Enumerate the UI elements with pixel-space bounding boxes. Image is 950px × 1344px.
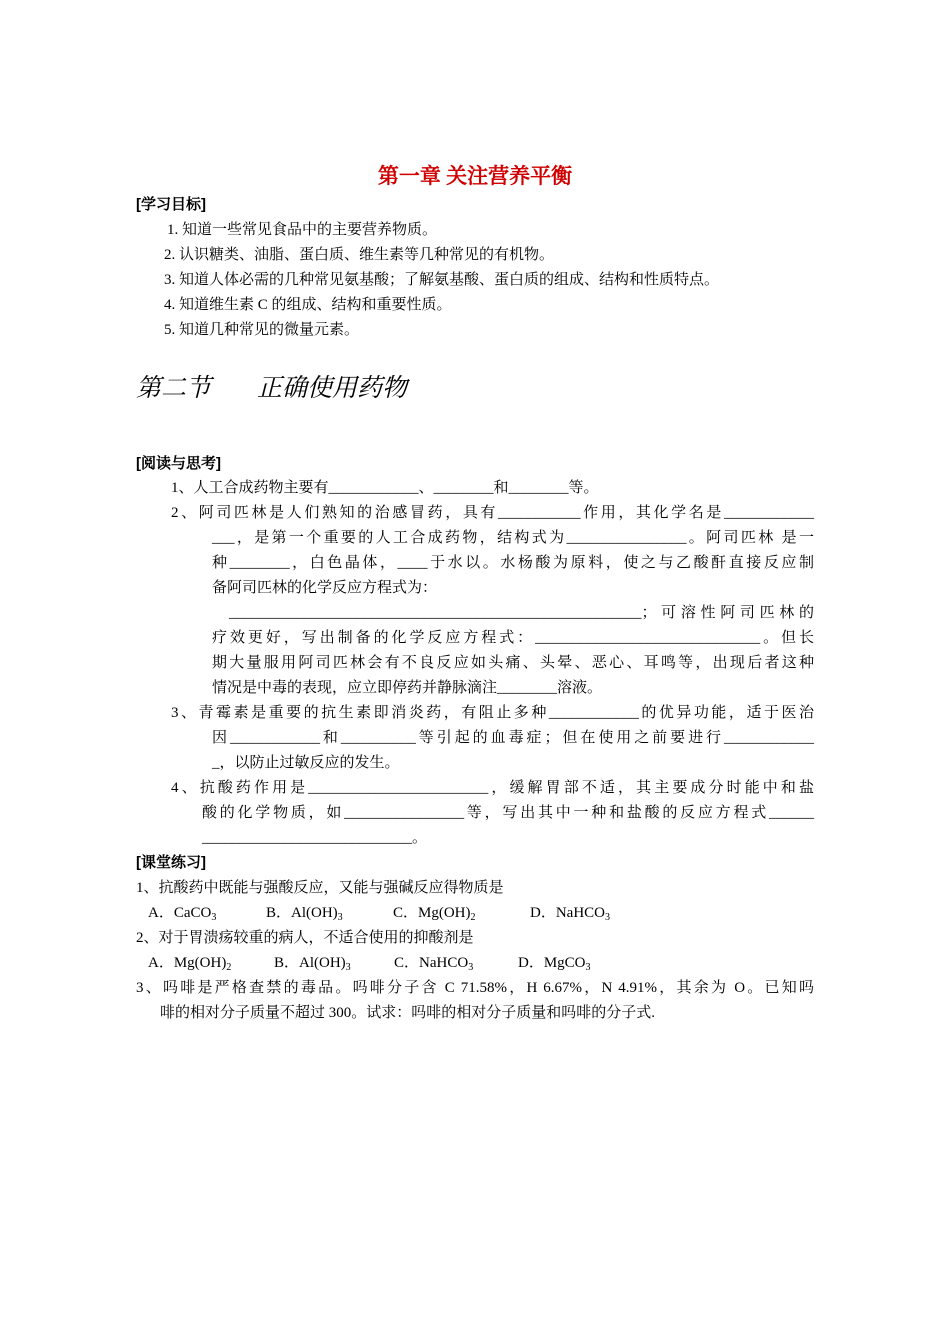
reading-line: 1、人工合成药物主要有____________、________和________等。 <box>171 480 599 496</box>
objective-item: 5. 知道几种常见的微量元素。 <box>164 322 360 338</box>
option-d: D．MgCO$_3$ <box>518 955 591 973</box>
reading-line: 疗效更好，写出制备的化学反应方程式：______________________________。但长 <box>212 630 814 646</box>
objective-item: 2. 认识糖类、油脂、蛋白质、维生素等几种常见的有机物。 <box>164 247 555 263</box>
question-3-line: 啡的相对分子质量不超过 300。试求：吗啡的相对分子质量和吗啡的分子式. <box>160 1005 656 1021</box>
reading-line: 因____________和__________等引起的血毒症；但在使用之前要进行____________ <box>212 730 814 746</box>
reading-line: 3、青霉素是重要的抗生素即消炎药，有阻止多种____________的优异功能，适于医治 <box>171 705 814 721</box>
reading-line: _，以防止过敏反应的发生。 <box>212 755 400 771</box>
question-3-line: 3、吗啡是严格查禁的毒品。吗啡分子含 C 71.58%，H 6.67%，N 4.91%，其余为 O。已知吗 <box>136 980 814 996</box>
reading-line: _______________________________________________________；可溶性阿司匹林的 <box>229 605 814 621</box>
reading-line: 情况是中毒的表现，应立即停药并静脉滴注________溶液。 <box>212 680 603 696</box>
option-c: C．NaHCO$_3$ <box>394 955 474 973</box>
option-c: C．$Mg(OH)_2$ <box>393 905 476 923</box>
option-b: B．$Al(OH)_3$ <box>266 905 343 923</box>
objective-item: 1. 知道一些常见食品中的主要营养物质。 <box>167 222 438 238</box>
option-b: B．$Al(OH)_3$ <box>274 955 351 973</box>
reading-line: 期大量服用阿司匹林会有不良反应如头痛、头晕、恶心、耳鸣等，出现后者这种 <box>212 655 814 671</box>
question-2-options <box>148 951 591 972</box>
objective-item: 4. 知道维生素 C 的组成、结构和重要性质。 <box>164 297 452 313</box>
reading-line: 4、抗酸药作用是________________________，缓解胃部不适，其主要成分时能中和盐 <box>171 780 814 796</box>
reading-line: 备阿司匹林的化学反应方程式为： <box>212 580 438 596</box>
section-name: 正确使用药物 <box>257 373 408 402</box>
objective-item: 3. 知道人体必需的几种常见氨基酸；了解氨基酸、蛋白质的组成、结构和性质特点。 <box>164 272 720 288</box>
option-a: A．$Mg(OH)_2$ <box>148 955 232 973</box>
reading-line: 种________，白色晶体，____于水以。水杨酸为原料，使之与乙酸酐直接反应制 <box>212 555 814 571</box>
chapter-title: 第一章 关注营养平衡 <box>377 164 573 188</box>
reading-line: 2、阿司匹林是人们熟知的治感冒药，具有___________作用，其化学名是____________ <box>171 505 814 521</box>
option-d: D．NaHCO$_3$ <box>530 905 611 923</box>
section-number: 第二节 <box>136 373 212 402</box>
reading-label: [阅读与思考] <box>136 455 221 472</box>
option-a: A．CaCO$_3$ <box>148 905 217 923</box>
question-2: 2、对于胃溃疡较重的病人，不适合使用的抑酸剂是 <box>136 930 474 946</box>
question-1: 1、抗酸药中既能与强酸反应，又能与强碱反应得物质是 <box>136 880 504 896</box>
reading-line: ____________________________。 <box>202 830 428 846</box>
reading-line: ___，是第一个重要的人工合成药物，结构式为________________。阿司匹林 是一 <box>212 530 814 546</box>
practice-label: [课堂练习] <box>136 854 206 871</box>
section-title <box>136 368 407 404</box>
question-1-options <box>148 901 610 922</box>
objectives-label: [学习目标] <box>136 196 206 213</box>
reading-line: 酸的化学物质，如________________等，写出其中一种和盐酸的反应方程式______ <box>202 805 814 821</box>
